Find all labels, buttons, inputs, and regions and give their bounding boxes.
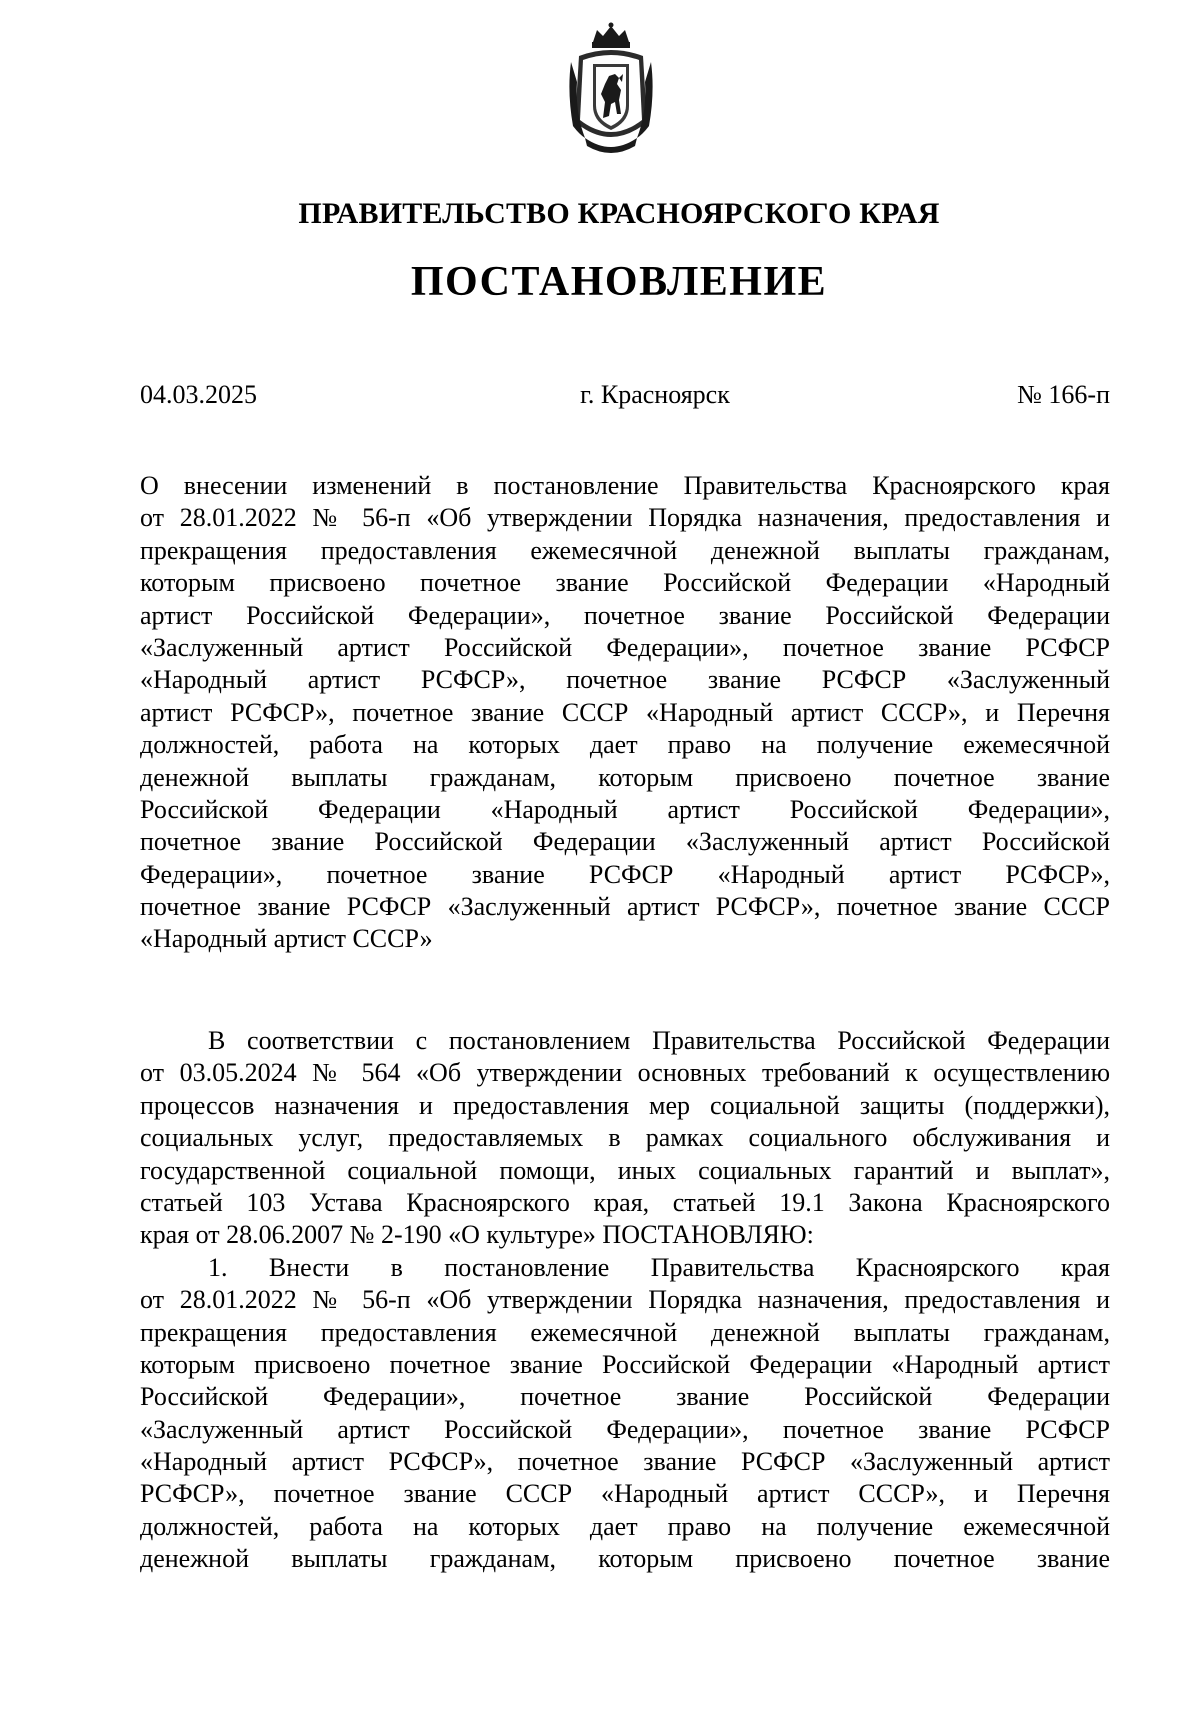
body-line: РСФСР», почетное звание СССР «Народный артист СССР», и Перечня (140, 1479, 1110, 1509)
subject-line: артист РСФСР», почетное звание СССР «Народный артист СССР», и Перечня (140, 697, 1110, 727)
document-city: г. Красноярск (580, 380, 730, 409)
subject-line: почетное звание РСФСР «Заслуженный артист РСФСР», почетное звание СССР (140, 892, 1110, 922)
body-line: 1. Внести в постановление Правительства Красноярского края (208, 1252, 1110, 1282)
body-line: «Заслуженный артист Российской Федерации», почетное звание РСФСР (140, 1414, 1110, 1444)
body-line: В соответствии с постановлением Правительства Российской Федерации (208, 1026, 1110, 1055)
body-line: государственной социальной помощи, иных социальных гарантий и выплат», (140, 1155, 1110, 1185)
document-type-title: ПОСТАНОВЛЕНИЕ (410, 259, 828, 305)
body-line: которым присвоено почетное звание Российской Федерации «Народный артист (140, 1349, 1110, 1379)
subject-line: прекращения предоставления ежемесячной денежной выплаты гражданам, (140, 535, 1110, 565)
body-line: процессов назначения и предоставления мер социальной защиты (поддержки), (140, 1090, 1110, 1120)
body-line: должностей, работа на которых дает право на получение ежемесячной (140, 1511, 1110, 1541)
subject-line: Российской Федерации «Народный артист Российской Федерации», (140, 794, 1110, 824)
subject-line: почетное звание Российской Федерации «Заслуженный артист Российской (140, 827, 1110, 857)
document-body (140, 1025, 1110, 1576)
body-line: края от 28.06.2007 № 2-190 «О культуре» ПОСТАНОВЛЯЮ: (140, 1220, 814, 1250)
document-date: 04.03.2025 (140, 380, 257, 409)
subject-line: денежной выплаты гражданам, которым присвоено почетное звание (140, 762, 1110, 792)
document-number: № 166-п (1017, 380, 1110, 409)
subject-line: от 28.01.2022 № 56-п «Об утверждении Порядка назначения, предоставления и (140, 503, 1110, 533)
subject-line: О внесении изменений в постановление Правительства Красноярского края (140, 471, 1110, 500)
subject-line: «Народный артист СССР» (140, 924, 433, 954)
subject-line: «Народный артист РСФСР», почетное звание РСФСР «Заслуженный (140, 665, 1110, 695)
body-line: от 03.05.2024 № 564 «Об утверждении основных требований к осуществлению (140, 1058, 1110, 1088)
subject-line: Федерации», почетное звание РСФСР «Народный артист РСФСР», (140, 859, 1110, 889)
body-line: от 28.01.2022 № 56-п «Об утверждении Порядка назначения, предоставления и (140, 1285, 1110, 1315)
subject-line: «Заслуженный артист Российской Федерации», почетное звание РСФСР (140, 632, 1110, 662)
subject-line: артист Российской Федерации», почетное звание Российской Федерации (140, 600, 1110, 630)
body-line: денежной выплаты гражданам, которым присвоено почетное звание (140, 1544, 1110, 1574)
coat-of-arms-icon (565, 22, 657, 160)
body-line: социальных услуг, предоставляемых в рамках социального обслуживания и (140, 1123, 1110, 1153)
body-line: «Народный артист РСФСР», почетное звание РСФСР «Заслуженный артист (140, 1447, 1110, 1477)
document-subject (140, 470, 1110, 956)
subject-line: должностей, работа на которых дает право на получение ежемесячной (140, 730, 1110, 760)
body-line: статьей 103 Устава Красноярского края, статьей 19.1 Закона Красноярского (140, 1187, 1110, 1217)
body-line: прекращения предоставления ежемесячной денежной выплаты гражданам, (140, 1317, 1110, 1347)
subject-line: которым присвоено почетное звание Российской Федерации «Народный (140, 568, 1110, 598)
document-meta-row (140, 380, 1110, 412)
government-title: ПРАВИТЕЛЬСТВО КРАСНОЯРСКОГО КРАЯ (298, 197, 940, 230)
body-line: Российской Федерации», почетное звание Российской Федерации (140, 1382, 1110, 1412)
